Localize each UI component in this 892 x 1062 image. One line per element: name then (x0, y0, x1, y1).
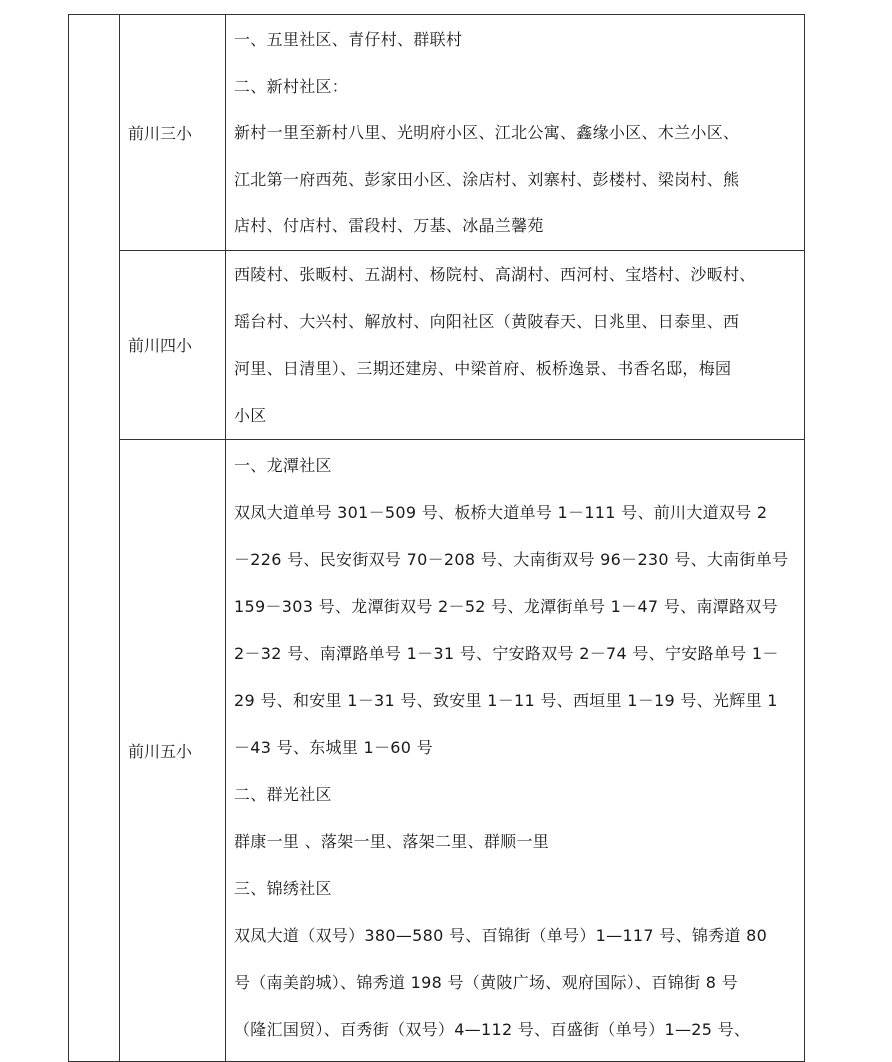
area-line: 二、新村社区： (234, 76, 349, 96)
table-row (69, 250, 805, 439)
school-name: 前川五小 (128, 741, 193, 761)
area-line: 29 号、和安里 1－31 号、致安里 1－11 号、西垣里 1－19 号、光辉里 1 (234, 690, 778, 710)
area-line: 店村、付店村、雷段村、万基、冰晶兰馨苑 (234, 216, 544, 235)
area-line: 新村一里至新村八里、光明府小区、江北公寓、鑫缘小区、木兰小区、 (234, 123, 740, 142)
area-line: 瑶台村、大兴村、解放村、向阳社区（黄陂春天、日兆里、日泰里、西 (234, 311, 740, 331)
area-line: －226 号、民安街双号 70－208 号、大南街双号 96－230 号、大南街单号 (234, 549, 789, 569)
area-cell (226, 250, 805, 439)
area-line: 一、五里社区、青仔村、群联村 (234, 30, 463, 49)
merged-left-cell (69, 15, 120, 1062)
area-line: 双凤大道（双号）380—580 号、百锦街（单号）1—117 号、锦秀道 80 (234, 925, 768, 945)
school-name-cell (120, 15, 226, 251)
area-line: 江北第一府西苑、彭家田小区、涂店村、刘寨村、彭楼村、梁岗村、熊 (234, 169, 740, 189)
table-row (69, 15, 805, 251)
area-line: 159－303 号、龙潭街双号 2－52 号、龙潭街单号 1－47 号、南潭路双号 (234, 596, 778, 616)
area-line: 三、锦绣社区 (234, 878, 332, 898)
area-line: 河里、日清里）、三期还建房、中梁首府、板桥逸景、书香名邸，梅园 (234, 358, 732, 378)
area-line: 双凤大道单号 301－509 号、板桥大道单号 1－111 号、前川大道双号 2 (234, 502, 768, 522)
area-line: 群康一里 、落架一里、落架二里、群顺一里 (234, 831, 550, 851)
school-name-cell (120, 439, 226, 1061)
area-line: 西陵村、张畈村、五湖村、杨院村、高湖村、西河村、宝塔村、沙畈村、 (234, 264, 756, 284)
area-line: 二、群光社区 (234, 784, 332, 804)
school-name: 前川四小 (128, 336, 193, 355)
table-row (69, 439, 805, 1061)
area-line: 小区 (234, 405, 267, 425)
district-table (68, 14, 805, 1062)
area-line: 2－32 号、南潭路单号 1－31 号、宁安路双号 2－74 号、宁安路单号 1－ (234, 643, 779, 663)
area-line: 号（南美韵城）、锦秀道 198 号（黄陂广场、观府国际）、百锦街 8 号 (234, 972, 738, 992)
school-name-cell (120, 250, 226, 439)
area-line: －43 号、东城里 1－60 号 (234, 737, 433, 757)
area-cell (226, 439, 805, 1061)
area-line: 一、龙潭社区 (234, 455, 332, 475)
area-cell (226, 15, 805, 251)
area-line: （隆汇国贸）、百秀街（双号）4—112 号、百盛街（单号）1—25 号、 (234, 1019, 751, 1039)
school-name: 前川三小 (128, 123, 193, 143)
